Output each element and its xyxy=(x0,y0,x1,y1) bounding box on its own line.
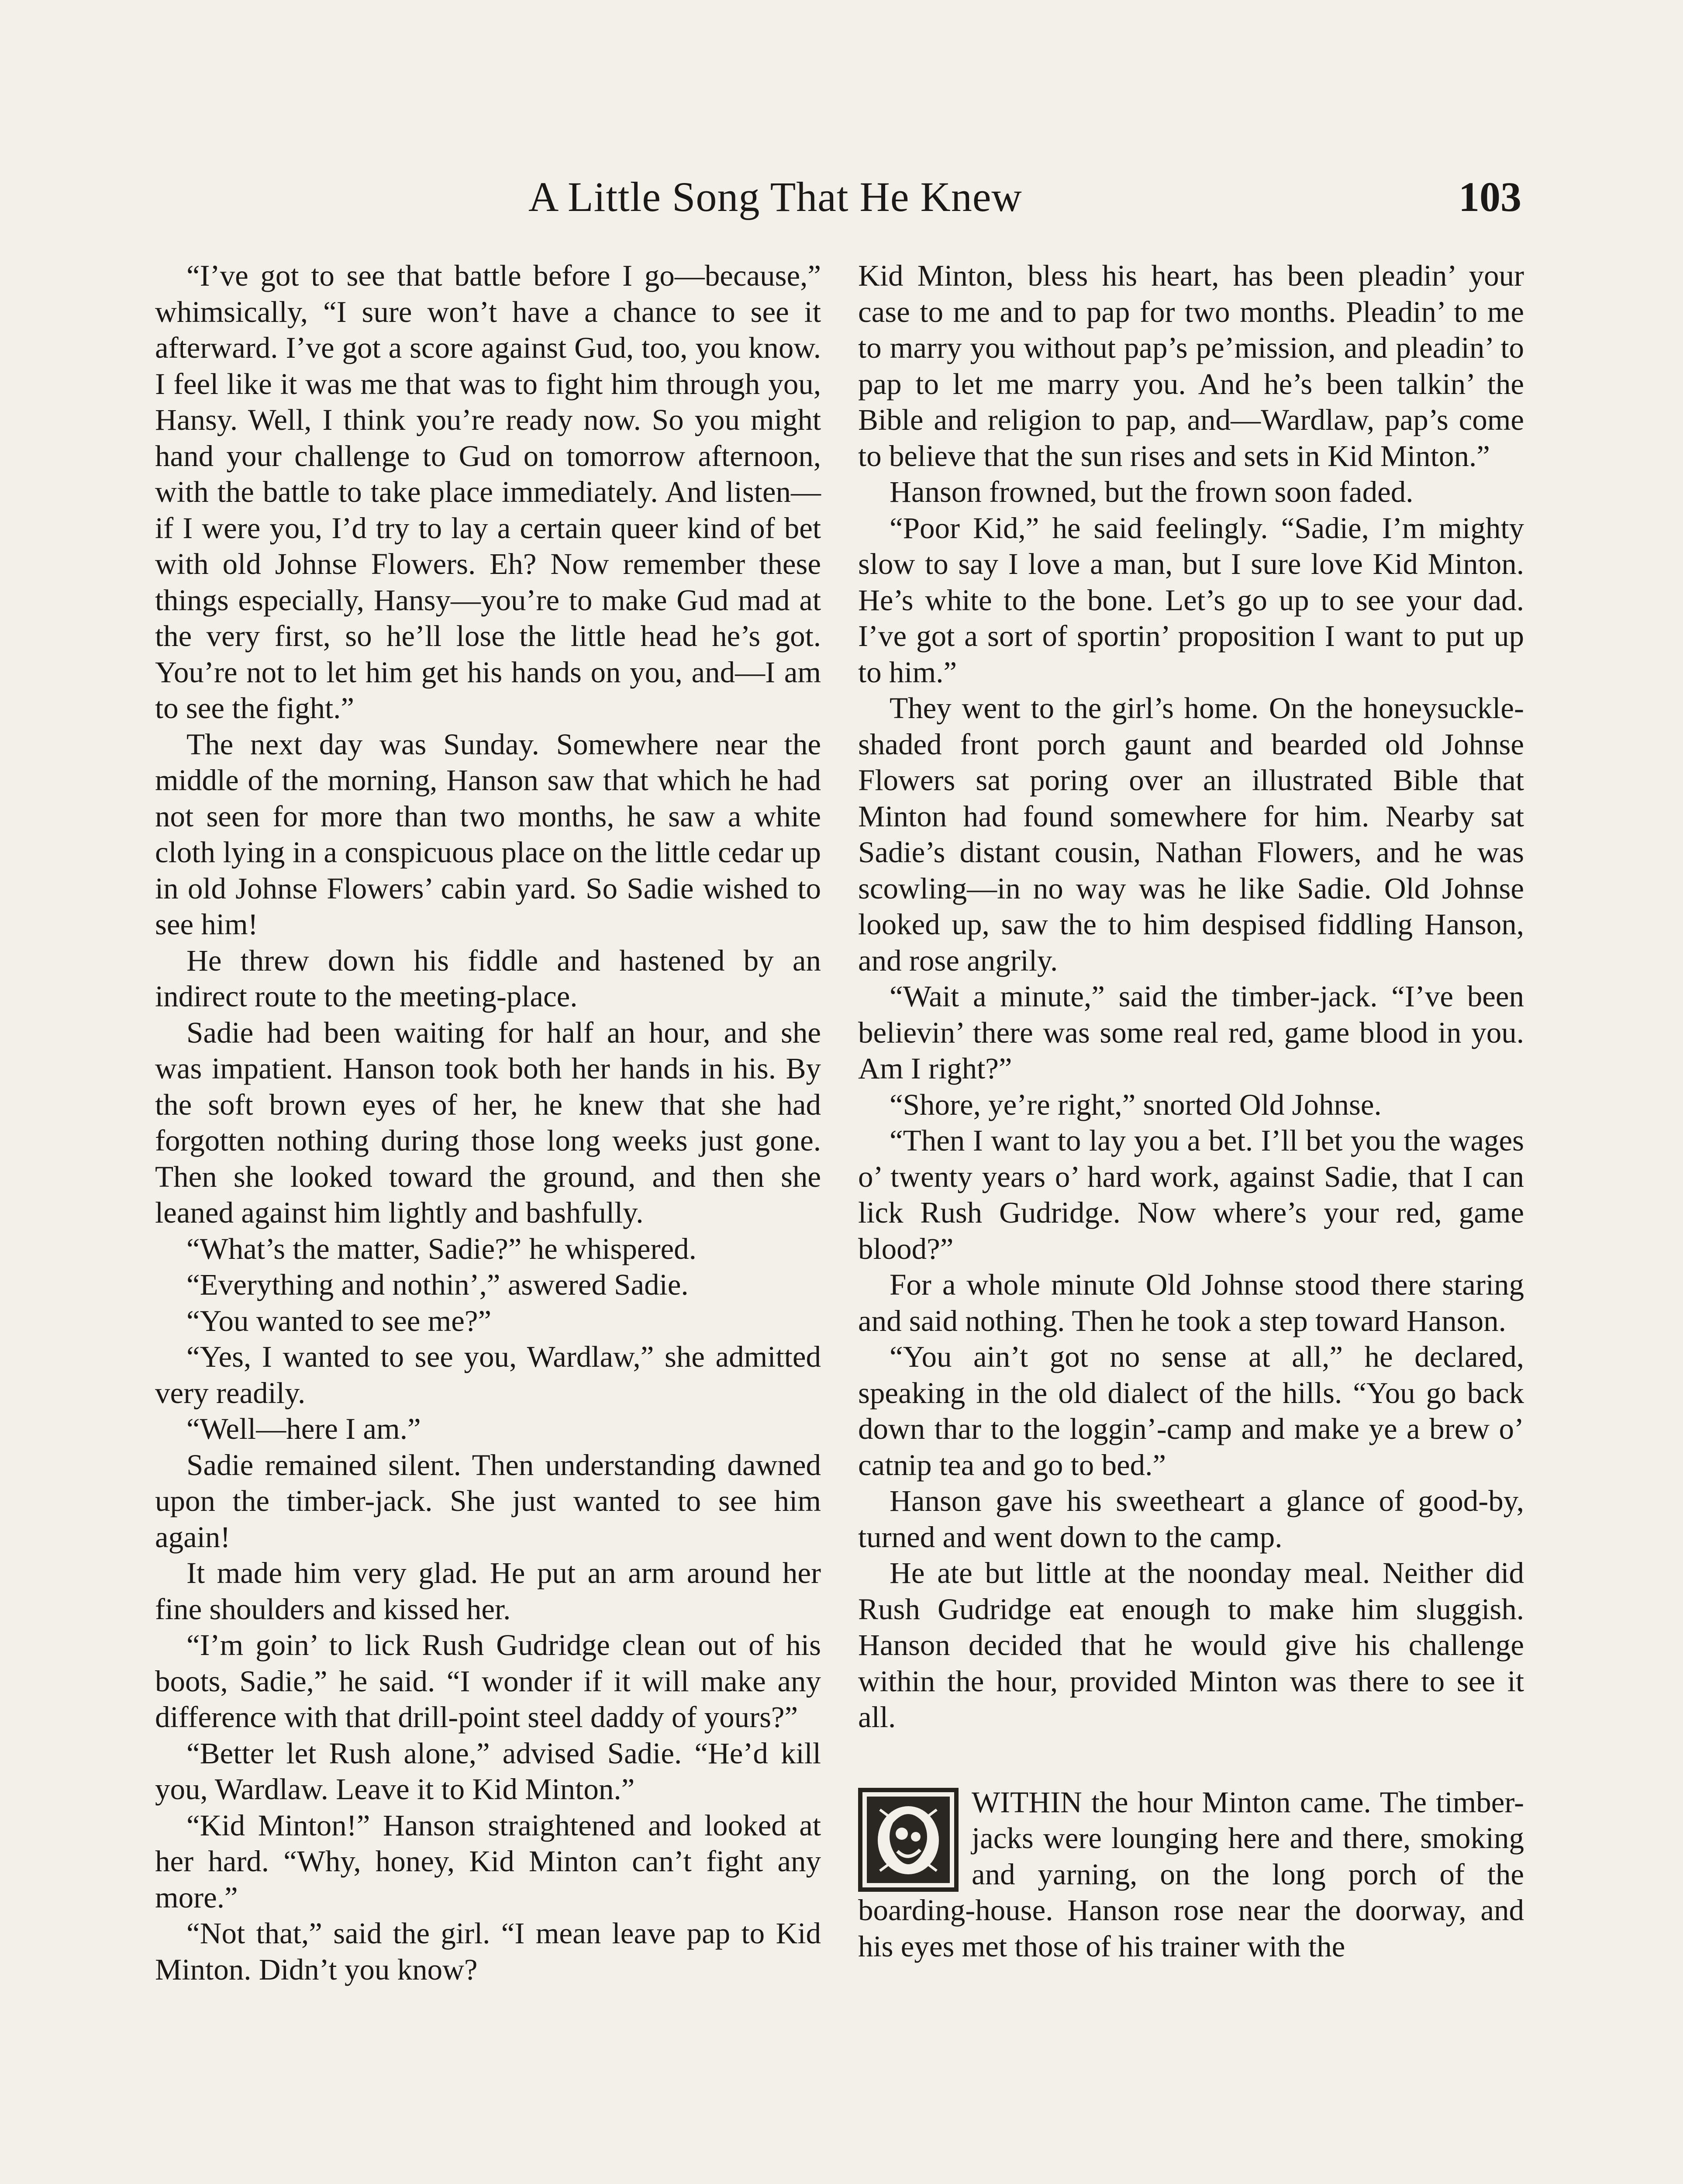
paragraph: “Then I want to lay you a bet. I’ll bet you the wages o’ twenty years o’ hard work, against Sadie, that I can lick Rush Gudridge. Now where’s your red, game blood?” xyxy=(858,1124,1524,1265)
paragraph: “Well—here I am.” xyxy=(186,1412,421,1445)
right-column xyxy=(858,258,1524,1964)
paragraph: “Better let Rush alone,” advised Sadie. “He’d kill you, Wardlaw. Leave it to Kid Minton.” xyxy=(155,1736,821,1806)
paragraph: Hanson gave his sweetheart a glance of good-by, turned and went down to the camp. xyxy=(858,1484,1524,1554)
paragraph: “You wanted to see me?” xyxy=(186,1304,492,1337)
paragraph: “You ain’t got no sense at all,” he declared, speaking in the old dialect of the hills. “You go back down thar to the loggin’-camp and make ye a brew o’ catnip tea and go to bed.” xyxy=(858,1340,1524,1482)
decorative-vignette-icon xyxy=(867,1797,950,1883)
paragraph: “I’ve got to see that battle before I go—because,” whimsically, “I sure won’t have a chance to see it afterward. I’ve got a score against Gud, too, you know. I feel like it was me that was to fight him through you, Hansy. Well, I think you’re ready now. So you might hand your challenge to Gud on tomorrow afternoon, with the battle to take place immediately. And listen—if I were you, I’d try to lay a certain queer kind of bet with old Johnse Flowers. Eh? Now remember these things especially, Hansy—you’re to make Gud mad at the very first, so he’ll lose the little head he’s got. You’re not to let him get his hands on you, and—I am to see the fight.” xyxy=(155,259,821,725)
paragraph: They went to the girl’s home. On the honeysuckle-shaded front porch gaunt and bearded old Johnse Flowers sat poring over an illustrated Bible that Minton had found somewhere for him. Nearby sat Sadie’s distant cousin, Nathan Flowers, and he was scowling—in no way was he like Sadie. Old Johnse looked up, saw the to him despised fiddling Hanson, and rose angrily. xyxy=(858,691,1524,977)
paragraph: “Everything and nothin’,” aswered Sadie. xyxy=(186,1268,689,1301)
left-column xyxy=(155,258,821,1987)
paragraph: “Wait a minute,” said the timber-jack. “I’ve been believin’ there was some real red, game blood in you. Am I right?” xyxy=(858,980,1524,1085)
section-paragraph: WITHIN the hour Minton came. The timber-jacks were lounging here and there, smoking and yarning, on the long porch of the boarding-house. Hanson rose near the doorway, and his eyes met those of his trainer with the xyxy=(858,1785,1524,1963)
ornament-icon xyxy=(858,1788,959,1892)
page-number: 103 xyxy=(1459,173,1521,220)
paragraph: “Poor Kid,” he said feelingly. “Sadie, I’m mighty slow to say I love a man, but I sure love Kid Minton. He’s white to the bone. Let’s go up to see your dad. I’ve got a sort of sportin’ proposition I want to put up to him.” xyxy=(858,511,1524,689)
running-header xyxy=(0,173,1683,229)
paragraph: For a whole minute Old Johnse stood there staring and said nothing. Then he took a step toward Hanson. xyxy=(858,1268,1524,1337)
paragraph: “Yes, I wanted to see you, Wardlaw,” she admitted very readily. xyxy=(155,1340,821,1410)
section-break xyxy=(858,1735,1524,1784)
paragraph: Hanson frowned, but the frown soon faded. xyxy=(890,475,1414,508)
paragraph: “Not that,” said the girl. “I mean leave pap to Kid Minton. Didn’t you know? xyxy=(155,1917,821,1986)
paragraph: “I’m goin’ to lick Rush Gudridge clean out of his boots, Sadie,” he said. “I wonder if it will make any difference with that drill-point steel daddy of yours?” xyxy=(155,1628,821,1734)
running-title: A Little Song That He Knew xyxy=(528,173,1022,220)
paragraph: It made him very glad. He put an arm around her fine shoulders and kissed her. xyxy=(155,1556,821,1626)
paragraph: The next day was Sunday. Somewhere near the middle of the morning, Hanson saw that which he had not seen for more than two months, he saw a white cloth lying in a conspicuous place on the little cedar up in old Johnse Flowers’ cabin yard. So Sadie wished to see him! xyxy=(155,727,821,941)
paragraph: “Shore, ye’re right,” snorted Old Johnse. xyxy=(890,1088,1382,1121)
paragraph: He ate but little at the noonday meal. Neither did Rush Gudridge eat enough to make him sluggish. Hanson decided that he would give his challenge within the hour, provided Minton was there to see it all. xyxy=(858,1556,1524,1734)
paragraph: Sadie had been waiting for half an hour, and she was impatient. Hanson took both her hands in his. By the soft brown eyes of her, he knew that she had forgotten nothing during those long weeks just gone. Then she looked toward the ground, and then she leaned against him lightly and bashfully. xyxy=(155,1016,821,1229)
paragraph: “What’s the matter, Sadie?” he whispered. xyxy=(186,1232,697,1265)
paragraph: Kid Minton, bless his heart, has been pleadin’ your case to me and to pap for two months. Pleadin’ to me to marry you without pap’s pe’mission, and pleadin’ to pap to let me marry you. And he’s been talkin’ the Bible and religion to pap, and—Wardlaw, pap’s come to believe that the sun rises and sets in Kid Minton.” xyxy=(858,259,1524,473)
paragraph: “Kid Minton!” Hanson straightened and looked at her hard. “Why, honey, Kid Minton can’t fight any more.” xyxy=(155,1808,821,1914)
paragraph: He threw down his fiddle and hastened by an indirect route to the meeting-place. xyxy=(155,943,821,1013)
paragraph: Sadie remained silent. Then understanding dawned upon the timber-jack. She just wanted to see him again! xyxy=(155,1448,821,1554)
section-opening xyxy=(858,1784,1524,1965)
